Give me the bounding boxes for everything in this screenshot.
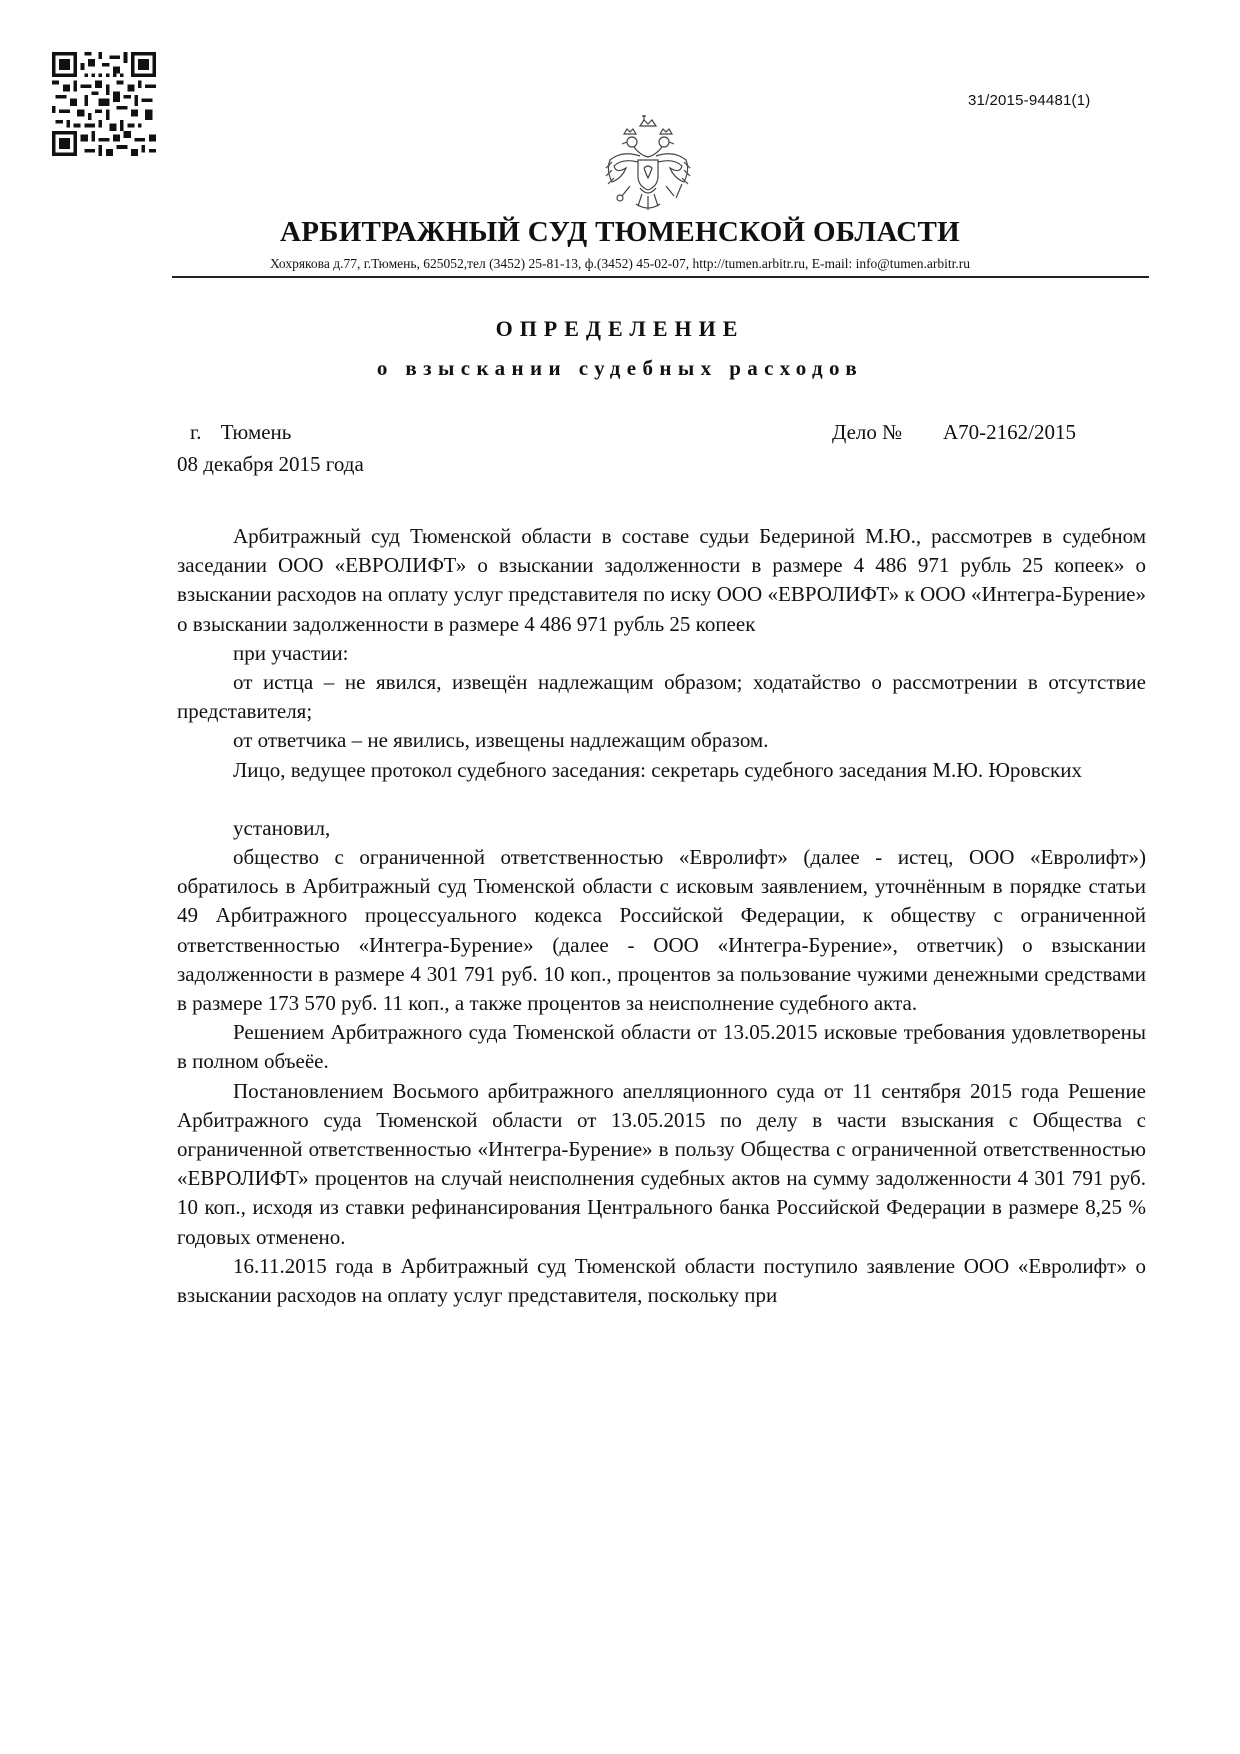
case-label: Дело № <box>832 420 903 444</box>
document-body <box>177 522 1146 1310</box>
paragraph-appeal: Постановлением Восьмого арбитражного апелляционного суда от 11 сентября 2015 года Решение Арбитражного суда Тюменской области от 13.05.2015 по делу в части взыскания с Общества с ограниченной ответственностью «Интегра-Бурение» в пользу Общества с ограниченной ответственностью «ЕВРОЛИФТ» процентов на случай неисполнения судебных актов на сумму задолженности 4 301 791 руб. 10 коп., исходя из ставки рефинансирования Центрального банка Российской Федерации в размере 8,25 % годовых отменено. <box>177 1078 1146 1249</box>
court-name: АРБИТРАЖНЫЙ СУД ТЮМЕНСКОЙ ОБЛАСТИ <box>279 216 961 248</box>
paragraph-established: установил, <box>233 815 331 840</box>
paragraph-secretary: Лицо, ведущее протокол судебного заседания: секретарь судебного заседания М.Ю. Юровских <box>233 757 1082 782</box>
paragraph-plaintiff: от истца – не явился, извещён надлежащим образом; ходатайство о рассмотрении в отсутствие представителя; <box>177 670 1146 724</box>
coat-of-arms-icon <box>600 112 696 216</box>
paragraph-decision: Решением Арбитражного суда Тюменской области от 13.05.2015 исковые требования удовлетворены в полном объеёе. <box>177 1020 1146 1074</box>
document-title: ОПРЕДЕЛЕНИЕ <box>495 316 745 341</box>
document-date: 08 декабря 2015 года <box>177 452 364 476</box>
document-subtitle: о взыскании судебных расходов <box>376 356 864 380</box>
court-address: Хохрякова д.77, г.Тюмень, 625052,тел (3452) 25-81-13, ф.(3452) 45-02-07, http://tumen.arbitr.ru, E-mail: info@tumen.arbitr.ru <box>270 256 970 271</box>
paragraph-defendant: от ответчика – не явились, извещены надлежащим образом. <box>233 728 769 753</box>
paragraph-court-composition: Арбитражный суд Тюменской области в составе судьи Бедериной М.Ю., рассмотрев в судебном заседании ООО «ЕВРОЛИФТ» о взыскании задолженности в размере 4 486 971 рубль 25 копеек» о взыскании расходов на оплату услуг представителя по иску ООО «ЕВРОЛИФТ» к ООО «Интегра-Бурение» о взыскании задолженности в размере 4 486 971 рубль 25 копеек <box>177 524 1146 636</box>
header-divider <box>172 276 1149 278</box>
city: г. Тюмень <box>190 420 292 444</box>
qr-code-icon <box>52 52 156 156</box>
case-code: 31/2015-94481(1) <box>968 92 1091 109</box>
paragraph-application: 16.11.2015 года в Арбитражный суд Тюменской области поступило заявление ООО «Евролифт» о взыскании расходов на оплату услуг представителя, поскольку при <box>177 1253 1146 1308</box>
paragraph-claim: общество с ограниченной ответственностью «Евролифт» (далее - истец, ООО «Евролифт») обратилось в Арбитражный суд Тюменской области с исковым заявлением, уточнённым в порядке статьи 49 Арбитражного процессуального кодекса Российской Федерации, к обществу с ограниченной ответственностью «Интегра-Бурение» (далее - ООО «Интегра-Бурение», ответчик) о взыскании задолженности в размере 4 301 791 руб. 10 коп., процентов за пользование чужими денежными средствами в размере 173 570 руб. 11 коп., а также процентов за неисполнение судебного акта. <box>177 845 1146 1016</box>
case-number: А70-2162/2015 <box>943 420 1076 444</box>
paragraph-participation: при участии: <box>233 640 349 665</box>
